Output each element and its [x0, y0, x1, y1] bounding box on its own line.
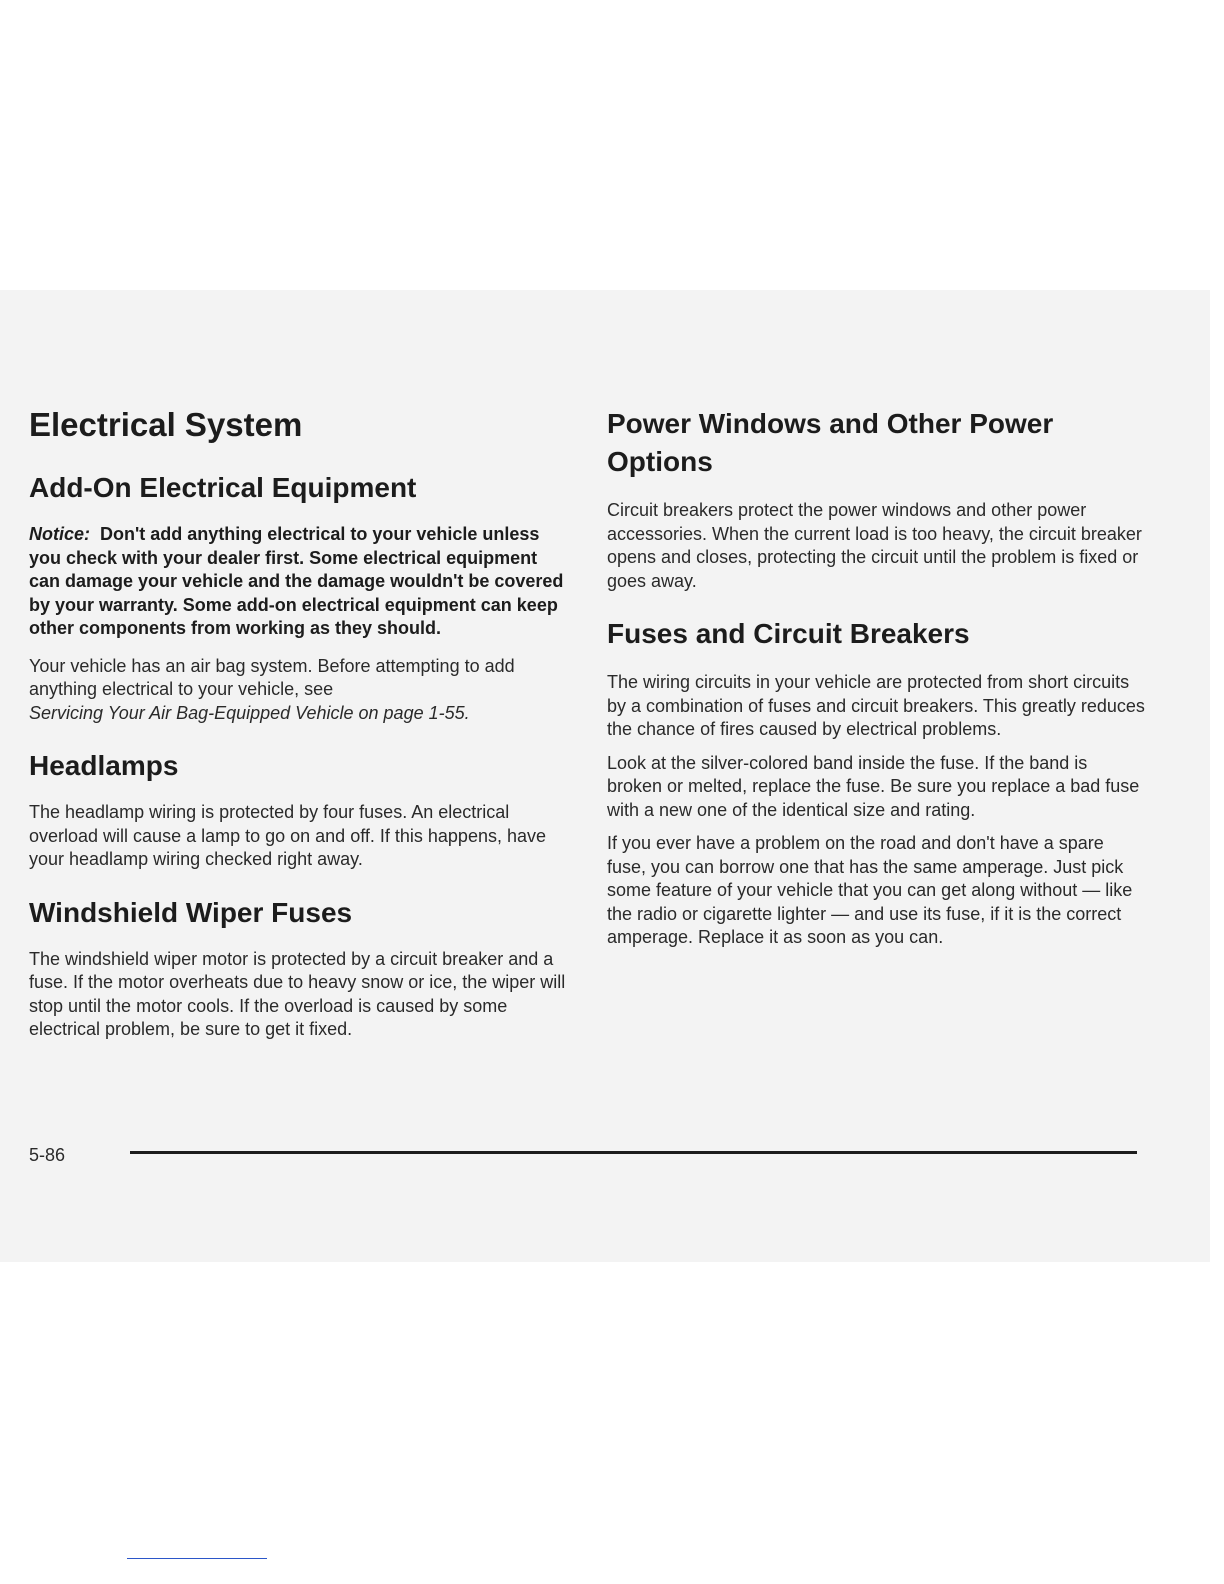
fuses-paragraph-2: Look at the silver-colored band inside the fuse. If the band is broken or melted, replace the fuse. Be sure you replace a bad fuse with a new one of the identical size and rating. [607, 752, 1140, 820]
left-column [29, 405, 569, 1052]
addon-body [29, 655, 569, 726]
fuses-paragraph-3: If you ever have a problem on the road and don't have a spare fuse, you can borrow one that has the same amperage. Just pick some feature of your vehicle that you can get along without — like the radio or cigarette lighter — and use its fuse, if it is the correct amperage. Replace it as soon as you can. [607, 833, 1133, 947]
notice-label: Notice: [29, 524, 91, 544]
headlamps-body: The headlamp wiring is protected by four fuses. An electrical overload will cause a lamp to go on and off. If this happens, have your headlamp wiring checked right away. [29, 802, 546, 869]
wiper-heading: Windshield Wiper Fuses [29, 896, 353, 928]
section-title: Electrical System [29, 406, 303, 443]
fuses-paragraph-1: The wiring circuits in your vehicle are protected from short circuits by a combination of fuses and circuit breakers. This greatly reduces the chance of fires caused by electrical problems. [607, 672, 1145, 739]
addon-heading: Add-On Electrical Equipment [29, 472, 417, 503]
airbag-cross-reference: Servicing Your Air Bag-Equipped Vehicle on page 1-55. [29, 702, 470, 723]
right-column [607, 405, 1147, 960]
page-number: 5-86 [29, 1145, 66, 1165]
notice-text: Don't add anything electrical to your vehicle unless you check with your dealer first. Some electrical equipment can damage your vehicle and the damage wouldn't be covered by your warranty. Some add-on electrical equipment can keep other components from working as they should. [29, 524, 564, 638]
addon-body-text: Your vehicle has an air bag system. Before attempting to add anything electrical to your vehicle, see [29, 655, 515, 699]
footer-rule [130, 1151, 1137, 1154]
notice-paragraph [29, 523, 569, 641]
wiper-body: The windshield wiper motor is protected by a circuit breaker and a fuse. If the motor overheats due to heavy snow or ice, the wiper will stop until the motor cools. If the overload is caused by some electrical problem, be sure to get it fixed. [29, 948, 566, 1039]
headlamps-heading: Headlamps [29, 750, 179, 781]
power-body: Circuit breakers protect the power windows and other power accessories. When the current load is too heavy, the circuit breaker opens and closes, protecting the circuit until the problem is fixed or goes away. [607, 500, 1142, 591]
fuses-heading: Fuses and Circuit Breakers [607, 618, 970, 649]
power-heading: Power Windows and Other Power Options [607, 408, 1054, 477]
bottom-divider [127, 1558, 267, 1559]
